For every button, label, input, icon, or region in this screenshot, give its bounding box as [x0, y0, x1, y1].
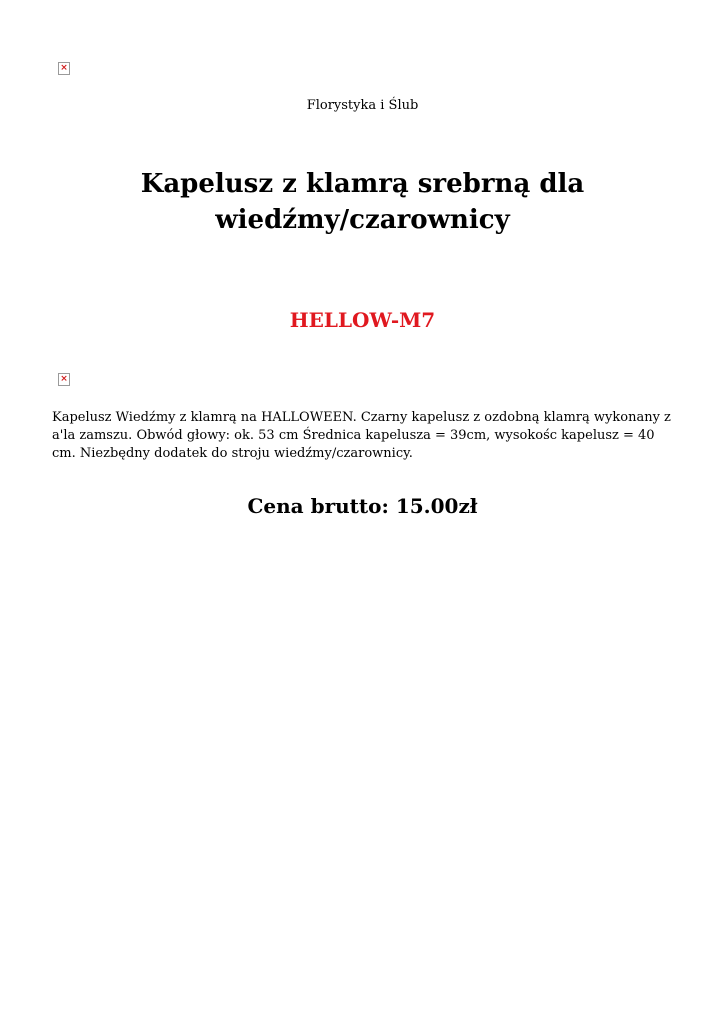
broken-image-icon: ×: [58, 62, 70, 75]
product-code: HELLOW-M7: [289, 308, 436, 332]
product-description: Kapelusz Wiedźmy z klamrą na HALLOWEEN. Czarny kapelusz z ozdobną klamrą wykonany z a'la zamszu. Obwód głowy: ok. 53 cm Średnica kapelusza = 39cm, wysokośc kapelusz = 40 cm. Niezbędny dodatek do stroju wiedźmy/czarownicy.: [52, 410, 671, 461]
product-title: Kapelusz z klamrą srebrną dla wiedźmy/czarownicy: [140, 169, 585, 235]
category-label: Florystyka i Ślub: [306, 98, 419, 113]
broken-image-icon: ×: [58, 373, 70, 386]
product-price: Cena brutto: 15.00zł: [247, 494, 478, 518]
